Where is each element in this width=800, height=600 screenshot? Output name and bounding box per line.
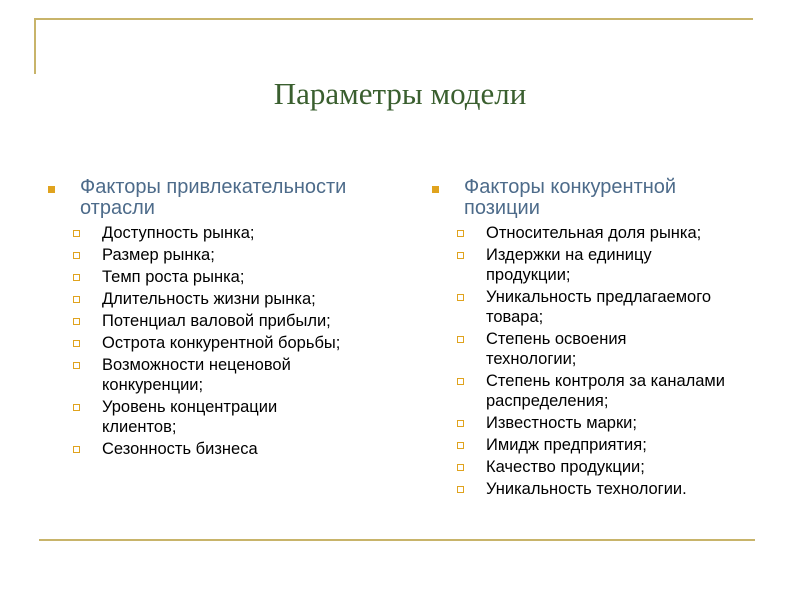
list-item: Размер рынка; [73,245,408,265]
list-item: Издержки на единицу продукции; [457,245,772,285]
hollow-square-bullet-icon [73,230,80,237]
hollow-square-bullet-icon [457,486,464,493]
square-bullet-icon [48,186,55,193]
left-heading-text: Факторы привлекательности отрасли [80,176,347,219]
list-item: Длительность жизни рынка; [73,289,408,309]
left-heading [48,177,408,219]
hollow-square-bullet-icon [73,404,80,411]
right-heading-text: Факторы конкурентной позиции [464,176,677,219]
list-item: Возможности неценовой конкуренции; [73,355,408,395]
list-item: Сезонность бизнеса [73,439,408,459]
hollow-square-bullet-icon [73,296,80,303]
hollow-square-bullet-icon [457,378,464,385]
right-column [432,177,772,501]
hollow-square-bullet-icon [457,252,464,259]
hollow-square-bullet-icon [457,464,464,471]
hollow-square-bullet-icon [457,336,464,343]
hollow-square-bullet-icon [73,252,80,259]
hollow-square-bullet-icon [73,446,80,453]
hollow-square-bullet-icon [457,294,464,301]
list-item: Относительная доля рынка; [457,223,772,243]
right-heading [432,177,772,219]
list-item: Степень освоения технологии; [457,329,772,369]
list-item: Темп роста рынка; [73,267,408,287]
hollow-square-bullet-icon [73,340,80,347]
square-bullet-icon [432,186,439,193]
hollow-square-bullet-icon [73,318,80,325]
hollow-square-bullet-icon [457,442,464,449]
list-item: Уровень концентрации клиентов; [73,397,408,437]
list-item: Качество продукции; [457,457,772,477]
hollow-square-bullet-icon [457,230,464,237]
right-list [432,223,772,499]
list-item: Острота конкурентной борьбы; [73,333,408,353]
left-column [48,177,408,461]
list-item: Известность марки; [457,413,772,433]
hollow-square-bullet-icon [457,420,464,427]
list-item: Имидж предприятия; [457,435,772,455]
list-item: Потенциал валовой прибыли; [73,311,408,331]
frame-bottom-line [39,539,755,541]
slide-title: Параметры модели [273,76,527,111]
frame-top-line [34,18,753,20]
list-item: Уникальность предлагаемого товара; [457,287,772,327]
list-item: Степень контроля за каналами распределения; [457,371,772,411]
list-item: Уникальность технологии. [457,479,772,499]
hollow-square-bullet-icon [73,274,80,281]
list-item: Доступность рынка; [73,223,408,243]
frame-left-line [34,18,36,74]
left-list [48,223,408,459]
hollow-square-bullet-icon [73,362,80,369]
